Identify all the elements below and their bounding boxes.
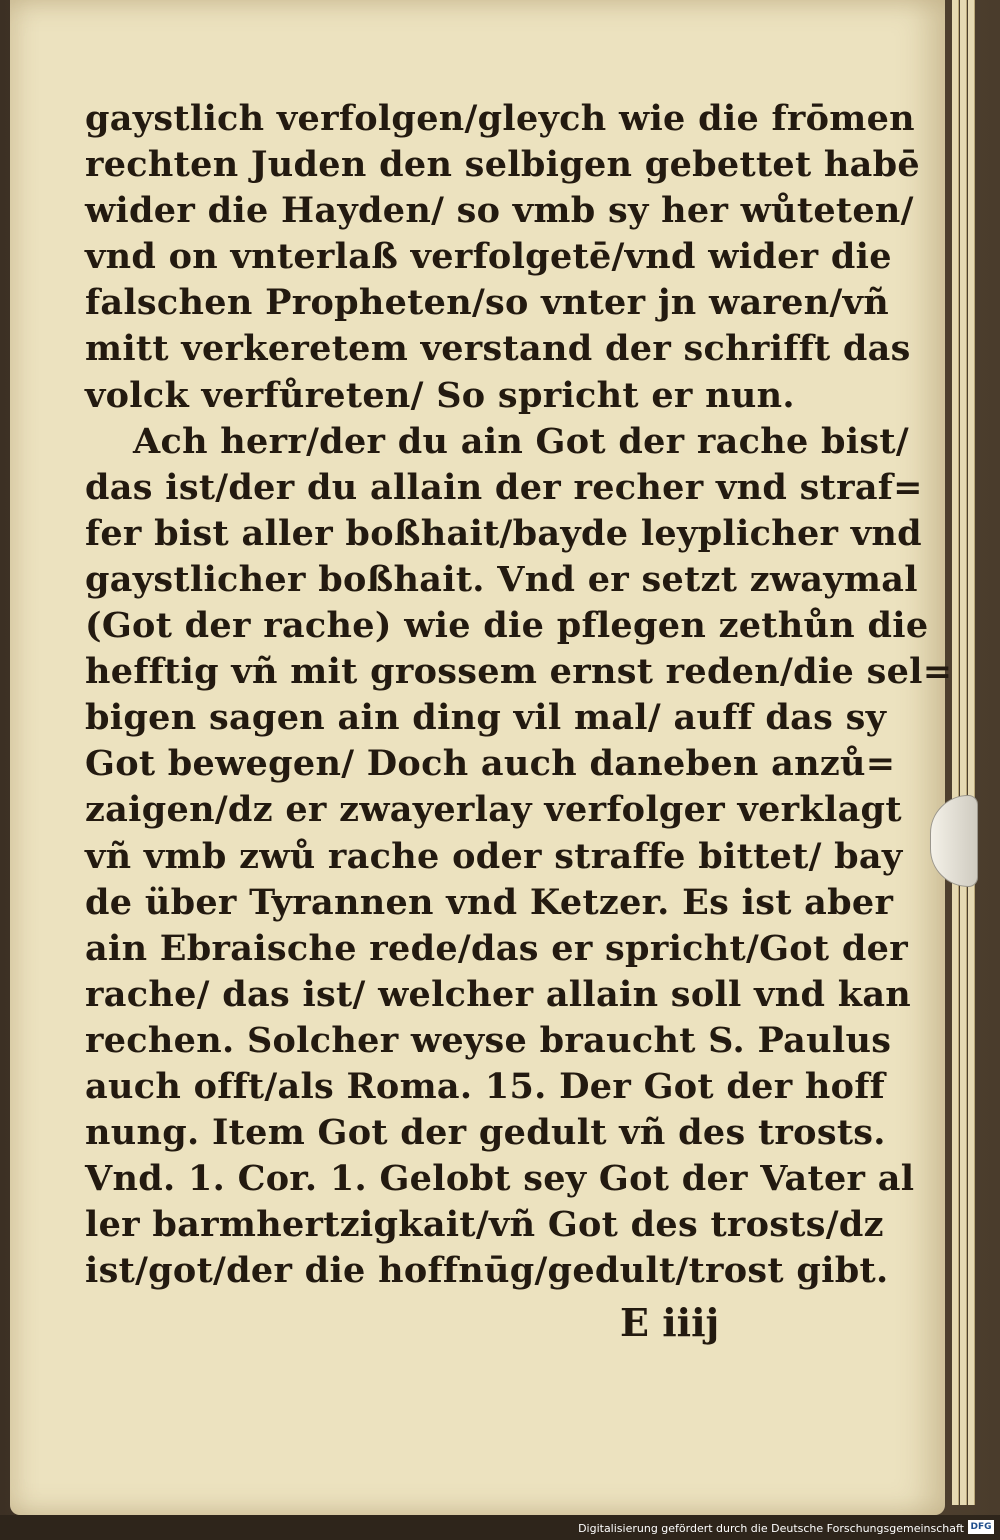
text-line: vnd on vnterlaß verfolgetē/vnd wider die bbox=[85, 236, 892, 278]
text-line: Vnd. 1. Cor. 1. Gelobt sey Got der Vater al bbox=[85, 1158, 915, 1200]
text-line: (Got der rache) wie die pflegen zethůn die bbox=[85, 605, 929, 647]
dfg-logo: DFG bbox=[968, 1520, 994, 1534]
text-block bbox=[85, 96, 953, 1294]
text-line: auch offt/als Roma. 15. Der Got der hoff bbox=[85, 1065, 886, 1107]
text-line: rache/ das ist/ welcher allain soll vnd kan bbox=[85, 973, 912, 1015]
text-line: vñ vmb zwů rache oder straffe bittet/ bay bbox=[85, 835, 903, 877]
text-line: ain Ebraische rede/das er spricht/Got der bbox=[85, 927, 908, 969]
book-page bbox=[10, 0, 953, 1515]
text-line: ist/got/der die hoffnūg/gedult/trost gibt. bbox=[85, 1250, 889, 1292]
text-line: wider die Hayden/ so vmb sy her wůteten/ bbox=[85, 190, 914, 232]
text-line: rechten Juden den selbigen gebettet habē bbox=[85, 144, 920, 186]
text-line: falschen Propheten/so vnter jn waren/vñ bbox=[85, 282, 889, 324]
text-line: gaystlicher boßhait. Vnd er setzt zwaymal bbox=[85, 558, 918, 600]
signature-mark: E iiij bbox=[620, 1300, 720, 1345]
text-line: Ach herr/der du ain Got der rache bist/ bbox=[133, 420, 909, 462]
text-line: volck verfůreten/ So spricht er nun. bbox=[85, 374, 795, 416]
text-line: fer bist aller boßhait/bayde leyplicher vnd bbox=[85, 512, 922, 554]
footer-credit: Digitalisierung gefördert durch die Deutsche Forschungsgemeinschaft bbox=[578, 1522, 964, 1535]
text-line: zaigen/dz er zwayerlay verfolger verklagt bbox=[85, 789, 902, 831]
text-line: gaystlich verfolgen/gleych wie die frōmen bbox=[85, 98, 915, 139]
text-line: nung. Item Got der gedult vñ des trosts. bbox=[85, 1112, 886, 1154]
text-line: Got bewegen/ Doch auch daneben anzů= bbox=[85, 743, 896, 785]
text-line: de über Tyrannen vnd Ketzer. Es ist aber bbox=[85, 881, 894, 923]
page-edge bbox=[960, 0, 967, 1505]
text-line: ler barmhertzigkait/vñ Got des trosts/dz bbox=[85, 1204, 884, 1246]
page-edge bbox=[952, 0, 959, 1505]
page-edge bbox=[968, 0, 975, 1505]
text-line: mitt verkeretem verstand der schrifft das bbox=[85, 328, 911, 370]
text-line: bigen sagen ain ding vil mal/ auff das sy bbox=[85, 697, 887, 739]
text-line: rechen. Solcher weyse braucht S. Paulus bbox=[85, 1019, 892, 1061]
text-line: das ist/der du allain der recher vnd straf= bbox=[85, 466, 923, 508]
text-line: hefftig vñ mit grossem ernst reden/die sel= bbox=[85, 651, 953, 693]
